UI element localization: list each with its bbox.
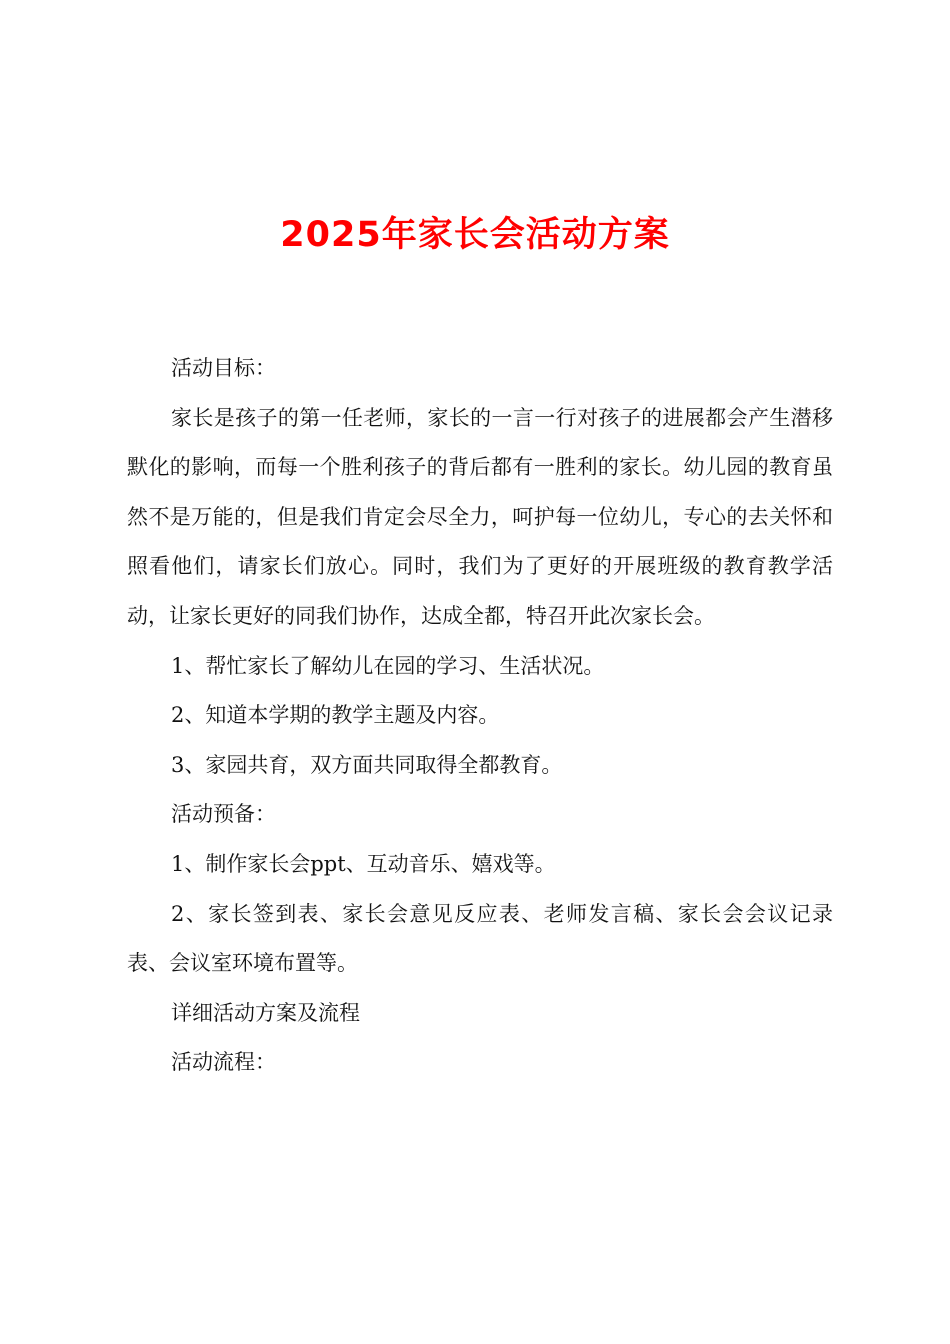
goal-item-1: 1、帮忙家长了解幼儿在园的学习、生活状况。 [171,653,605,678]
section-heading-preparation: 活动预备： [171,802,276,827]
goal-item-3: 3、家园共育，双方面共同取得全都教育。 [171,752,563,777]
preparation-item-1: 1、制作家长会ppt、互动音乐、嬉戏等。 [171,851,556,876]
section-heading-goals: 活动目标： [171,356,276,380]
section-heading-process: 活动流程： [171,1050,276,1075]
document-title: 2025年家长会活动方案 [280,215,670,255]
section-heading-detailed-plan: 详细活动方案及流程 [171,1000,360,1025]
document-body [127,344,833,1088]
goal-item-2: 2、知道本学期的教学主题及内容。 [171,703,500,728]
intro-paragraph: 家长是孩子的第一任老师，家长的一言一行对孩子的进展都会产生潜移默化的影响，而每一个胜利孩子的背后都有一胜利的家长。幼儿园的教育虽然不是万能的，但是我们肯定会尽全力，呵护每一位幼儿，专心的去关怀和照看他们，请家长们放心。同时，我们为了更好的开展班级的教育教学活动，让家长更好的同我们协作，达成全都，特召开此次家长会。 [127,405,833,628]
preparation-item-2: 2、家长签到表、家长会意见反应表、老师发言稿、家长会会议记录表、会议室环境布置等。 [127,901,833,976]
